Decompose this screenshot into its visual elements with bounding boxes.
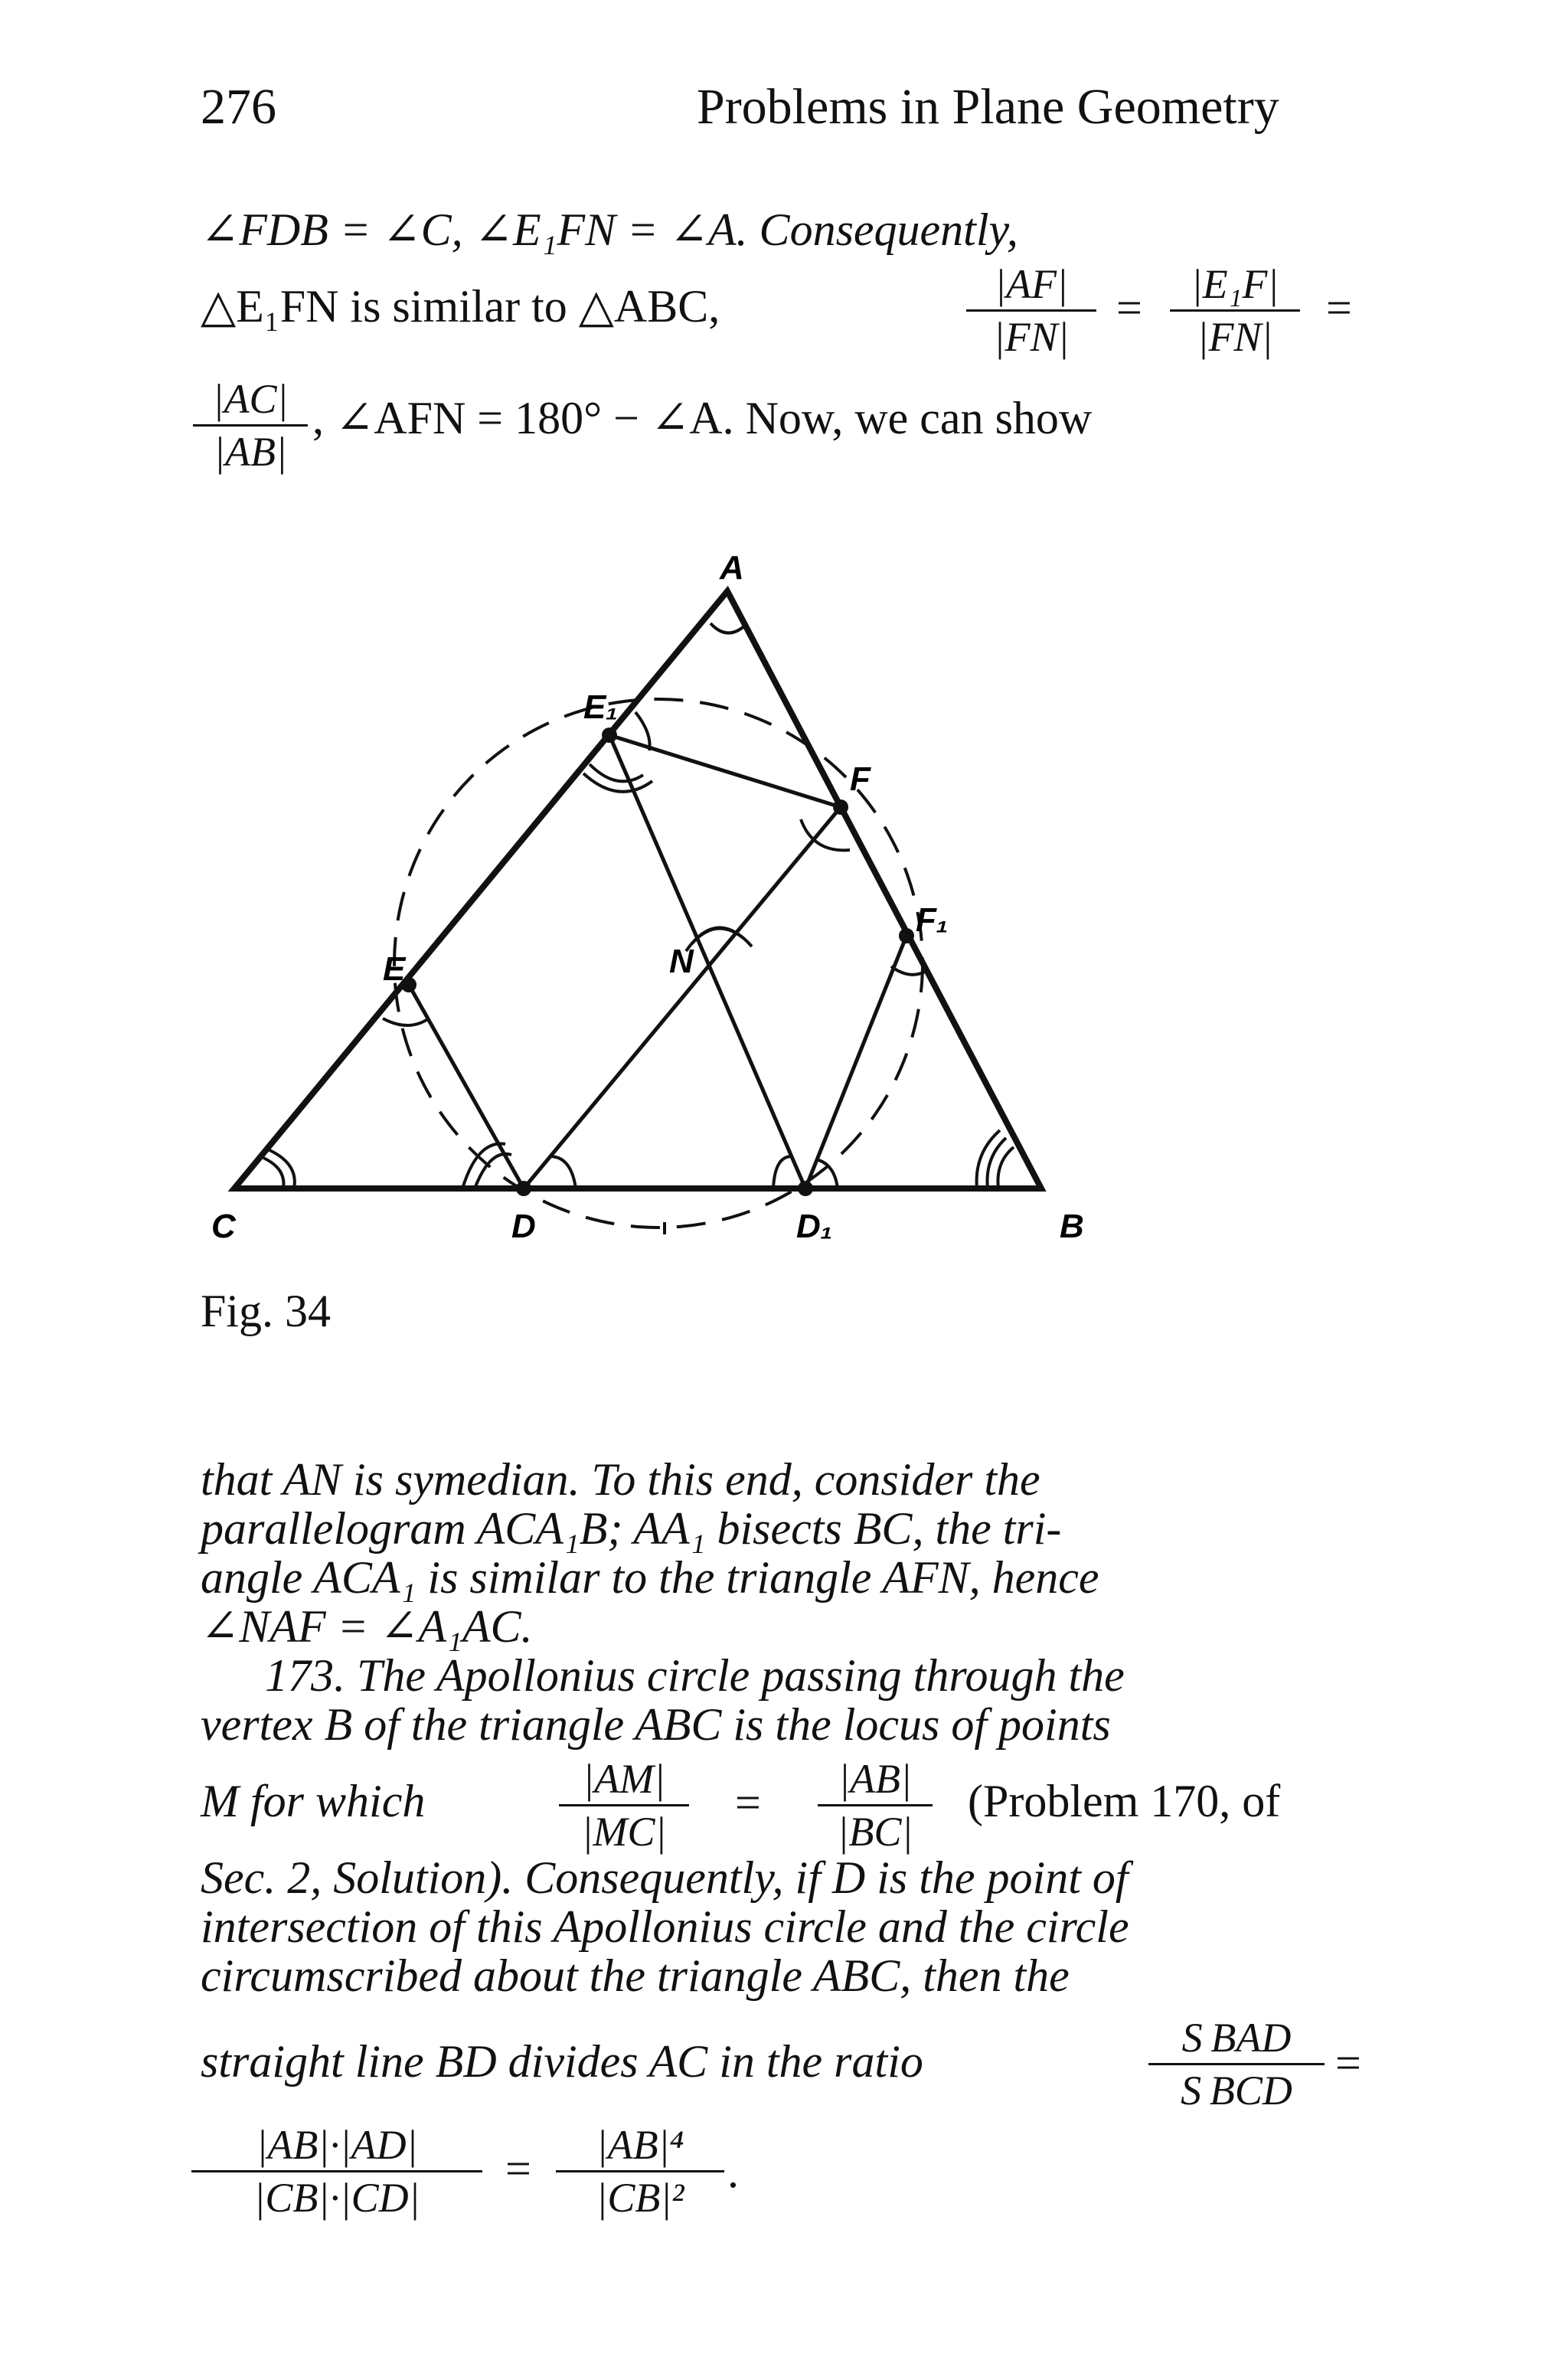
fraction-numerator: |AB|·|AD| <box>191 2121 482 2172</box>
point-f <box>833 799 848 815</box>
fraction-numerator: |AF| <box>966 260 1096 312</box>
fraction-am-mc <box>559 1755 689 1855</box>
paragraph-line: M for which <box>201 1776 426 1826</box>
label-a: A <box>720 549 744 587</box>
fraction-denominator: |BC| <box>837 1809 913 1855</box>
fraction-power <box>556 2121 724 2221</box>
angle-arc-d1 <box>773 1156 792 1188</box>
fraction-denominator: |MC| <box>581 1809 667 1855</box>
equals-sign: = <box>1326 283 1352 333</box>
fraction-af-fn <box>966 260 1096 361</box>
point-f1 <box>899 928 914 943</box>
angle-arc-d <box>462 1143 505 1188</box>
label-d: D <box>511 1208 536 1245</box>
intro-line-3: , ∠AFN = 180° − ∠A. Now, we can show <box>312 393 1093 443</box>
equals-sign: = <box>505 2143 531 2194</box>
fraction-area-ratio <box>1148 2014 1325 2114</box>
fraction-numerator: S BAD <box>1148 2014 1325 2065</box>
paragraph-line: parallelogram ACA₁B; AA₁ bisects BC, the tri- <box>201 1503 1062 1554</box>
paragraph-line: Sec. 2, Solution). Consequently, if D is the point of <box>201 1852 1129 1903</box>
segment-f-d <box>524 807 841 1188</box>
angle-arc-e1 <box>590 764 643 781</box>
angle-arc-e <box>383 1018 429 1025</box>
fraction-numerator: |E₁F| <box>1170 260 1300 312</box>
equals-sign: = <box>735 1777 761 1828</box>
fraction-denominator: S BCD <box>1181 2068 1292 2114</box>
paragraph-line: angle ACA₁ is similar to the triangle AFN, hence <box>201 1552 1099 1603</box>
fraction-denominator: |FN| <box>1197 314 1273 360</box>
point-e1 <box>602 727 617 743</box>
paragraph-line: ∠NAF = ∠A₁AC. <box>201 1601 533 1652</box>
label-d1: D₁ <box>796 1208 833 1245</box>
intro-line-1: ∠FDB = ∠C, ∠E₁FN = ∠A. Consequently, <box>201 204 1018 255</box>
running-title: Problems in Plane Geometry <box>697 79 1279 135</box>
label-e: E <box>383 950 406 988</box>
fraction-ab-bc <box>818 1755 933 1855</box>
fraction-numerator: |AB| <box>818 1755 933 1806</box>
angle-arc-c <box>270 1150 295 1188</box>
fraction-e1f-fn <box>1170 260 1300 361</box>
fraction-denominator: |CB|·|CD| <box>253 2175 420 2221</box>
label-b: B <box>1060 1208 1084 1245</box>
fraction-denominator: |AB| <box>214 429 287 475</box>
label-f1: F₁ <box>916 901 949 939</box>
label-e1: E₁ <box>583 688 618 726</box>
fraction-numerator: |AC| <box>193 375 308 427</box>
fraction-denominator: |CB|² <box>596 2175 684 2221</box>
segment-e1-d1 <box>609 735 805 1188</box>
paragraph-line: circumscribed about the triangle ABC, then the <box>201 1950 1070 2001</box>
paragraph-line: (Problem 170, of <box>968 1776 1281 1826</box>
apollonius-circle <box>394 699 923 1228</box>
paragraph-line: straight line BD divides AC in the ratio <box>201 2036 923 2087</box>
intro-line-2: △E₁FN is similar to △ABC, <box>201 281 720 332</box>
page-number: 276 <box>201 79 276 135</box>
fraction-product <box>191 2121 482 2221</box>
triangle-abc <box>234 591 1041 1188</box>
segment-f1-d1 <box>805 936 906 1188</box>
period: . <box>727 2146 739 2197</box>
angle-arc-b <box>998 1147 1014 1188</box>
fraction-ac-ab <box>193 375 308 476</box>
label-n: N <box>669 943 694 980</box>
fraction-denominator: |FN| <box>993 314 1070 360</box>
paragraph-line: vertex B of the triangle ABC is the locus of points <box>201 1699 1111 1750</box>
label-f: F <box>850 760 871 798</box>
fraction-numerator: |AM| <box>559 1755 689 1806</box>
paragraph-line: intersection of this Apollonius circle and the circle <box>201 1901 1129 1952</box>
fraction-numerator: |AB|⁴ <box>556 2121 724 2172</box>
paragraph-line: 173. The Apollonius circle passing through the <box>265 1650 1125 1701</box>
angle-arc-d <box>550 1156 576 1188</box>
figure-caption: Fig. 34 <box>201 1286 332 1336</box>
angle-arc-a <box>710 623 746 633</box>
point-d1 <box>798 1181 813 1196</box>
angle-arc-c <box>263 1158 283 1188</box>
point-d <box>516 1181 531 1196</box>
equals-sign: = <box>1116 283 1142 333</box>
label-c: C <box>211 1208 236 1245</box>
equals-sign: = <box>1335 2038 1361 2088</box>
paragraph-line: that AN is symedian. To this end, consider the <box>201 1454 1040 1505</box>
